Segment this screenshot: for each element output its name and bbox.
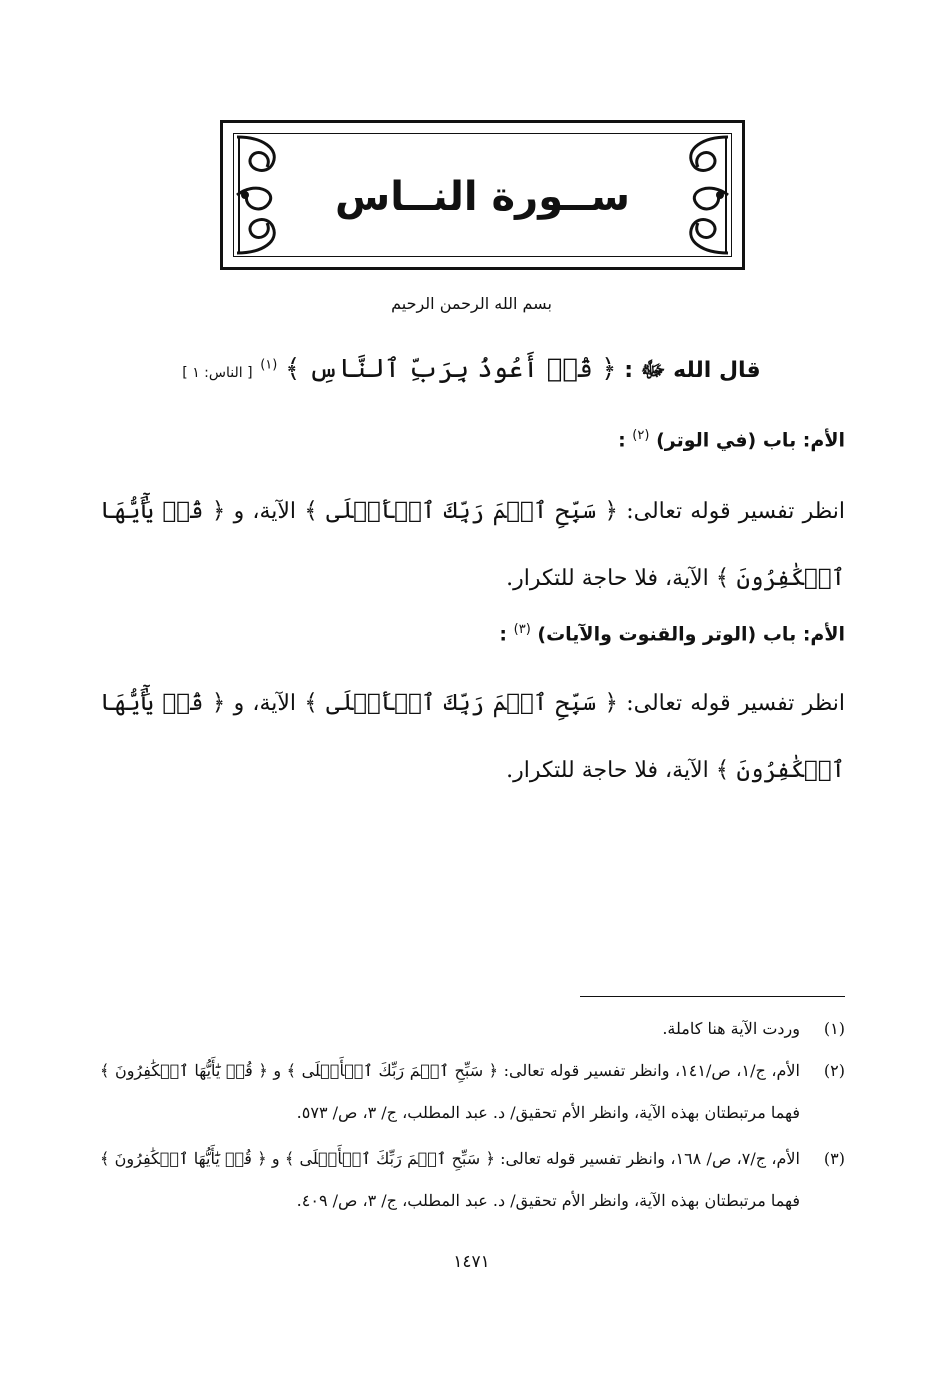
section-body-1 bbox=[100, 478, 845, 612]
footnote-text: الأم، ج/١، ص/١٤١، وانظر تفسير قوله تعالى: ﴿ سَبِّحِ ٱسۡمَ رَبِّكَ ٱلۡأَعۡلَى ﴾ و ﴿ قُلۡ يَٰٓأَيُّهَا ٱلۡكَٰفِرُونَ ﴾ فهما مرتبطتان بهذه الآية، وانظر الأم تحقيق/ د. عبد المطلب، ج/ ٣، ص/ ٥٧٣. bbox=[100, 1061, 801, 1122]
footnote-divider bbox=[580, 996, 845, 997]
quran-verse: ﴿ سَبِّحِ ٱسۡمَ رَبِّكَ ٱلۡأَعۡلَى ﴾ bbox=[304, 690, 619, 716]
body-text: الآية، و bbox=[225, 691, 305, 716]
footnote-3 bbox=[100, 1138, 845, 1222]
heading-colon: : bbox=[499, 623, 507, 646]
footnote-ref-2: (٢) bbox=[632, 428, 650, 443]
opening-verse: ﴿ قُلۡ أَعُوذُ بِرَبِّ ٱلنَّاسِ ﴾ bbox=[285, 354, 617, 384]
opening-verse-line bbox=[0, 354, 943, 388]
section-body-2 bbox=[100, 670, 845, 804]
basmala: بسم الله الرحمن الرحيم bbox=[391, 294, 552, 313]
section-heading-2 bbox=[499, 622, 845, 645]
opening-intro: قال الله ﷻ : bbox=[624, 358, 761, 383]
body-text: انظر تفسير قوله تعالى: bbox=[618, 691, 846, 716]
surah-title: ســورة النــاس bbox=[335, 174, 630, 220]
quran-verse: ﴿ قُلۡ يَٰٓأَيُّهَا ٱلۡكَٰفِرُونَ ﴾ bbox=[100, 690, 845, 783]
section-heading-text: الأم: باب (في الوتر) bbox=[656, 429, 845, 452]
footnote-2 bbox=[100, 1050, 845, 1134]
footnote-text: الأم، ج/٧، ص/ ١٦٨، وانظر تفسير قوله تعالى: ﴿ سَبِّحِ ٱسۡمَ رَبِّكَ ٱلۡأَعۡلَى ﴾ و ﴿ قُلۡ يَٰٓأَيُّهَا ٱلۡكَٰفِرُونَ ﴾ فهما مرتبطتان بهذه الآية، وانظر الأم تحقيق/ د. عبد المطلب، ج/ ٣، ص/ ٤٠٩. bbox=[100, 1149, 800, 1210]
opening-citation: [ الناس: ١ ] bbox=[182, 365, 253, 381]
footnote-1 bbox=[100, 1008, 845, 1050]
body-text: الآية، و bbox=[225, 499, 305, 524]
quran-verse: ﴿ سَبِّحِ ٱسۡمَ رَبِّكَ ٱلۡأَعۡلَى ﴾ bbox=[304, 498, 619, 524]
section-heading-text: الأم: باب (الوتر والقنوت والآيات) bbox=[537, 623, 845, 646]
floral-ornament-left-icon bbox=[233, 133, 291, 257]
body-text: الآية، فلا حاجة للتكرار. bbox=[506, 758, 716, 783]
footnote-number: (١) bbox=[823, 1019, 845, 1038]
footnote-ref-1: (١) bbox=[260, 357, 278, 373]
body-text: الآية، فلا حاجة للتكرار. bbox=[506, 566, 716, 591]
quran-verse: ﴿ قُلۡ يَٰٓأَيُّهَا ٱلۡكَٰفِرُونَ ﴾ bbox=[100, 498, 845, 591]
footnote-ref-3: (٣) bbox=[513, 622, 531, 637]
footnote-text: وردت الآية هنا كاملة. bbox=[662, 1019, 800, 1038]
page-number: ١٤٧١ bbox=[453, 1252, 490, 1272]
floral-ornament-right-icon bbox=[674, 133, 732, 257]
body-text: انظر تفسير قوله تعالى: bbox=[618, 499, 846, 524]
footnote-number: (٢) bbox=[823, 1061, 845, 1080]
surah-title-frame bbox=[220, 120, 745, 270]
section-heading-1 bbox=[618, 428, 845, 451]
heading-colon: : bbox=[618, 429, 626, 452]
footnote-number: (٣) bbox=[823, 1149, 845, 1168]
